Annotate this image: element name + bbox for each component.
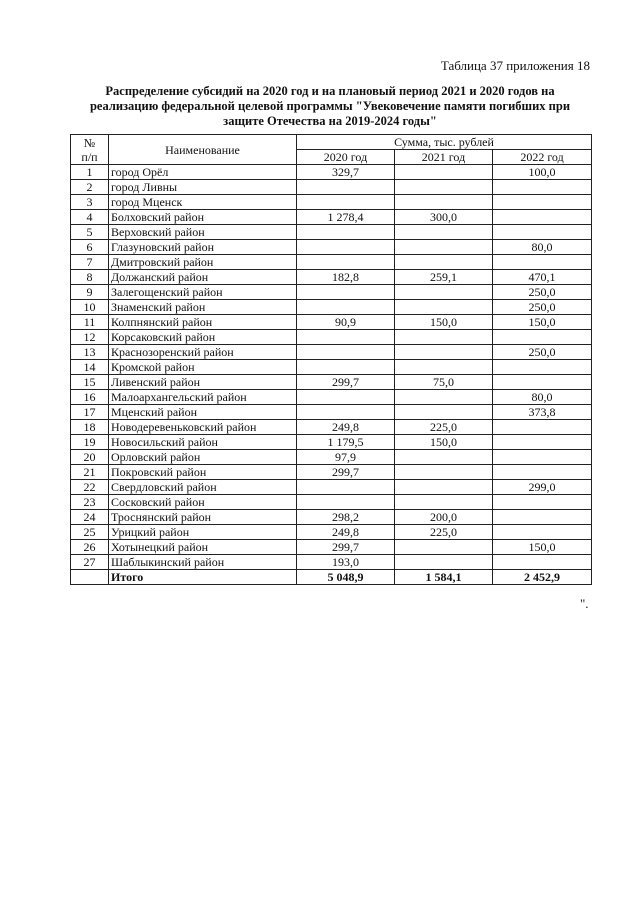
row-number: 11: [71, 315, 109, 330]
row-value-2022: [493, 375, 592, 390]
table-row: [71, 360, 592, 375]
table-row: [71, 330, 592, 345]
row-number: 25: [71, 525, 109, 540]
table-row: [71, 510, 592, 525]
row-name: Залегощенский район: [109, 285, 297, 300]
table-row: [71, 210, 592, 225]
row-value-2022: 100,0: [493, 165, 592, 180]
table-row: [71, 195, 592, 210]
row-value-2020: [297, 195, 395, 210]
row-value-2022: [493, 225, 592, 240]
row-value-2020: 182,8: [297, 270, 395, 285]
row-name: Должанский район: [109, 270, 297, 285]
row-value-2022: [493, 330, 592, 345]
table-reference: Таблица 37 приложения 18: [440, 58, 590, 73]
row-value-2020: 299,7: [297, 375, 395, 390]
row-value-2020: 1 278,4: [297, 210, 395, 225]
total-2022: 2 452,9: [493, 570, 592, 585]
row-name: Колпнянский район: [109, 315, 297, 330]
row-value-2020: [297, 180, 395, 195]
row-value-2020: [297, 480, 395, 495]
table-row: [71, 270, 592, 285]
total-2021: 1 584,1: [395, 570, 493, 585]
table-row: [71, 165, 592, 180]
row-number: 15: [71, 375, 109, 390]
row-number: 10: [71, 300, 109, 315]
title-line-3: защите Отечества на 2019-2024 годы": [223, 114, 437, 128]
document-title: [70, 84, 590, 129]
row-value-2022: [493, 210, 592, 225]
row-value-2022: [493, 525, 592, 540]
row-value-2021: 259,1: [395, 270, 493, 285]
row-value-2020: 193,0: [297, 555, 395, 570]
row-value-2022: [493, 420, 592, 435]
row-value-2022: 150,0: [493, 315, 592, 330]
header-number: [71, 135, 109, 165]
row-value-2020: [297, 255, 395, 270]
row-value-2021: [395, 225, 493, 240]
row-value-2020: [297, 360, 395, 375]
closing-quote-mark: ".: [580, 596, 589, 611]
table-row: [71, 405, 592, 420]
row-value-2022: [493, 465, 592, 480]
row-name: Глазуновский район: [109, 240, 297, 255]
row-value-2021: [395, 180, 493, 195]
row-value-2022: 299,0: [493, 480, 592, 495]
row-value-2020: 249,8: [297, 420, 395, 435]
row-value-2021: 225,0: [395, 525, 493, 540]
row-value-2020: 299,7: [297, 540, 395, 555]
row-name: Урицкий район: [109, 525, 297, 540]
table-row: [71, 240, 592, 255]
row-number: 21: [71, 465, 109, 480]
row-number: 8: [71, 270, 109, 285]
row-name: город Орёл: [109, 165, 297, 180]
row-value-2020: [297, 300, 395, 315]
row-value-2022: [493, 555, 592, 570]
row-value-2022: [493, 195, 592, 210]
row-value-2021: 75,0: [395, 375, 493, 390]
table-row: [71, 225, 592, 240]
row-value-2022: 80,0: [493, 240, 592, 255]
row-name: Малоархангельский район: [109, 390, 297, 405]
row-value-2021: [395, 165, 493, 180]
row-number: 20: [71, 450, 109, 465]
row-name: Хотынецкий район: [109, 540, 297, 555]
table-row: [71, 540, 592, 555]
row-name: Свердловский район: [109, 480, 297, 495]
row-number: 17: [71, 405, 109, 420]
row-name: Знаменский район: [109, 300, 297, 315]
row-value-2020: 249,8: [297, 525, 395, 540]
row-name: Корсаковский район: [109, 330, 297, 345]
row-value-2021: 150,0: [395, 435, 493, 450]
table-row: [71, 465, 592, 480]
row-value-2021: [395, 255, 493, 270]
row-value-2021: 300,0: [395, 210, 493, 225]
header-year-2021: 2021 год: [395, 150, 493, 165]
row-name: Новодеревеньковский район: [109, 420, 297, 435]
total-2020: 5 048,9: [297, 570, 395, 585]
row-value-2020: [297, 330, 395, 345]
row-name: Мценский район: [109, 405, 297, 420]
row-number: 26: [71, 540, 109, 555]
row-name: Орловский район: [109, 450, 297, 465]
row-value-2022: [493, 255, 592, 270]
row-value-2022: [493, 510, 592, 525]
row-value-2021: [395, 195, 493, 210]
row-name: Сосковский район: [109, 495, 297, 510]
header-name: Наименование: [109, 135, 297, 165]
table-row: [71, 180, 592, 195]
header-sum: Сумма, тыс. рублей: [297, 135, 592, 150]
table-row: [71, 315, 592, 330]
row-value-2020: [297, 240, 395, 255]
row-number: 27: [71, 555, 109, 570]
row-value-2022: [493, 180, 592, 195]
row-value-2020: [297, 225, 395, 240]
row-number: 23: [71, 495, 109, 510]
row-number: 1: [71, 165, 109, 180]
row-number: 18: [71, 420, 109, 435]
row-number: 6: [71, 240, 109, 255]
row-value-2021: [395, 300, 493, 315]
table-row: [71, 345, 592, 360]
row-number: 19: [71, 435, 109, 450]
row-value-2021: [395, 240, 493, 255]
row-name: Кромской район: [109, 360, 297, 375]
table-row: [71, 300, 592, 315]
total-number-cell: [71, 570, 109, 585]
row-number: 14: [71, 360, 109, 375]
table-row: [71, 450, 592, 465]
row-value-2021: [395, 555, 493, 570]
row-value-2022: 150,0: [493, 540, 592, 555]
row-value-2020: 97,9: [297, 450, 395, 465]
table-row: [71, 375, 592, 390]
row-value-2022: 250,0: [493, 345, 592, 360]
row-value-2021: [395, 495, 493, 510]
title-line-1: Распределение субсидий на 2020 год и на плановый период 2021 и 2020 годов на: [105, 84, 555, 98]
row-name: Шаблыкинский район: [109, 555, 297, 570]
row-value-2022: 80,0: [493, 390, 592, 405]
row-number: 24: [71, 510, 109, 525]
row-value-2022: 250,0: [493, 285, 592, 300]
row-value-2022: 373,8: [493, 405, 592, 420]
row-name: Ливенский район: [109, 375, 297, 390]
row-name: Болховский район: [109, 210, 297, 225]
row-value-2020: [297, 405, 395, 420]
row-value-2022: [493, 495, 592, 510]
table-row: [71, 285, 592, 300]
header-number-line2: п/п: [81, 149, 98, 164]
row-value-2020: 1 179,5: [297, 435, 395, 450]
row-value-2021: [395, 390, 493, 405]
row-value-2022: 470,1: [493, 270, 592, 285]
row-value-2020: [297, 345, 395, 360]
table-row: [71, 480, 592, 495]
row-value-2020: 298,2: [297, 510, 395, 525]
row-value-2020: 299,7: [297, 465, 395, 480]
row-value-2020: [297, 495, 395, 510]
row-number: 7: [71, 255, 109, 270]
table-row: [71, 525, 592, 540]
row-name: Троснянский район: [109, 510, 297, 525]
row-value-2021: 200,0: [395, 510, 493, 525]
table-row: [71, 390, 592, 405]
row-value-2020: 90,9: [297, 315, 395, 330]
row-name: Верховский район: [109, 225, 297, 240]
row-value-2022: 250,0: [493, 300, 592, 315]
subsidy-table: [70, 134, 592, 585]
row-value-2021: 225,0: [395, 420, 493, 435]
row-name: Дмитровский район: [109, 255, 297, 270]
row-value-2022: [493, 435, 592, 450]
row-number: 22: [71, 480, 109, 495]
row-number: 16: [71, 390, 109, 405]
title-line-2: реализацию федеральной целевой программы "Увековечение памяти погибших при: [89, 99, 571, 113]
row-name: Краснозоренский район: [109, 345, 297, 360]
table-body: [71, 165, 592, 570]
row-value-2020: 329,7: [297, 165, 395, 180]
row-number: 2: [71, 180, 109, 195]
row-value-2021: [395, 540, 493, 555]
row-name: город Ливны: [109, 180, 297, 195]
table-row: [71, 255, 592, 270]
table-row: [71, 435, 592, 450]
row-number: 9: [71, 285, 109, 300]
row-value-2021: [395, 405, 493, 420]
table-row: [71, 420, 592, 435]
row-name: город Мценск: [109, 195, 297, 210]
row-value-2021: [395, 330, 493, 345]
row-value-2020: [297, 390, 395, 405]
header-year-2022: 2022 год: [493, 150, 592, 165]
row-number: 3: [71, 195, 109, 210]
row-value-2021: [395, 450, 493, 465]
row-name: Покровский район: [109, 465, 297, 480]
total-label: Итого: [109, 570, 297, 585]
row-value-2021: [395, 285, 493, 300]
row-number: 13: [71, 345, 109, 360]
row-value-2021: [395, 360, 493, 375]
row-value-2021: [395, 480, 493, 495]
row-name: Новосильский район: [109, 435, 297, 450]
row-number: 12: [71, 330, 109, 345]
header-year-2020: 2020 год: [297, 150, 395, 165]
total-row: [71, 570, 592, 585]
row-value-2022: [493, 360, 592, 375]
row-value-2021: 150,0: [395, 315, 493, 330]
table-row: [71, 555, 592, 570]
row-number: 4: [71, 210, 109, 225]
header-number-line1: №: [83, 135, 96, 150]
row-value-2021: [395, 345, 493, 360]
row-value-2021: [395, 465, 493, 480]
row-value-2020: [297, 285, 395, 300]
table-row: [71, 495, 592, 510]
row-number: 5: [71, 225, 109, 240]
row-value-2022: [493, 450, 592, 465]
